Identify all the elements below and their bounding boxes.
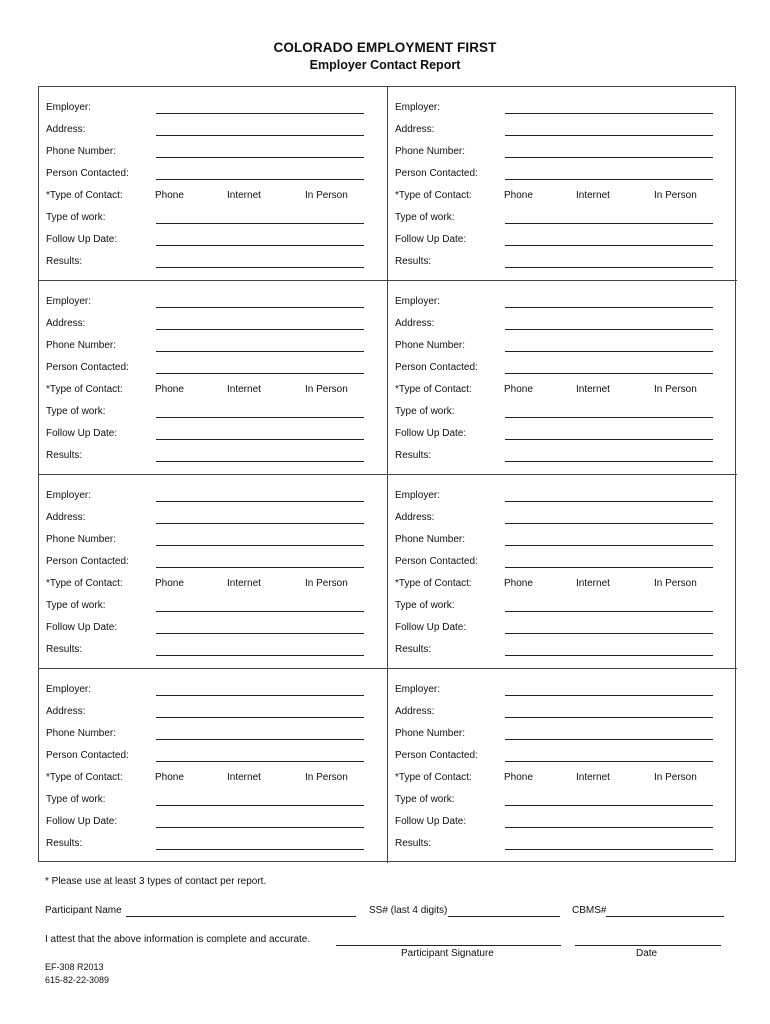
- employer-row: [46, 488, 377, 506]
- person-contacted-label: Person Contacted:: [395, 750, 478, 761]
- type-of-work-field[interactable]: [156, 417, 364, 418]
- address-field[interactable]: [156, 717, 364, 718]
- results-label: Results:: [395, 838, 432, 849]
- follow-up-date-field[interactable]: [505, 245, 713, 246]
- ss-label: SS# (last 4 digits): [369, 905, 448, 916]
- employer-row: [395, 294, 727, 312]
- follow-up-date-field[interactable]: [156, 633, 364, 634]
- phone-number-label: Phone Number:: [395, 146, 466, 157]
- type-of-work-label: Type of work:: [395, 600, 455, 611]
- person-contacted-field[interactable]: [156, 373, 364, 374]
- follow-up-date-label: Follow Up Date:: [395, 234, 467, 245]
- follow-up-date-field[interactable]: [505, 827, 713, 828]
- employer-label: Employer:: [395, 490, 441, 501]
- phone-number-row: [395, 144, 727, 162]
- phone-number-row: [395, 726, 727, 744]
- contact-option-in-person[interactable]: In Person: [305, 190, 348, 201]
- footer-note: * Please use at least 3 types of contact per report.: [45, 876, 267, 887]
- person-contacted-label: Person Contacted:: [395, 362, 478, 373]
- type-of-work-field[interactable]: [505, 223, 713, 224]
- follow-up-date-row: [395, 232, 727, 250]
- type-of-contact-row: [395, 188, 727, 206]
- follow-up-date-row: [46, 232, 377, 250]
- results-field[interactable]: [505, 267, 713, 268]
- person-contacted-row: [395, 554, 727, 572]
- contact-option-in-person[interactable]: In Person: [305, 772, 348, 783]
- employer-field[interactable]: [156, 695, 364, 696]
- contact-block: [39, 281, 388, 475]
- contact-block: [388, 475, 737, 669]
- phone-number-row: [46, 338, 377, 356]
- results-field[interactable]: [156, 849, 364, 850]
- person-contacted-label: Person Contacted:: [395, 556, 478, 567]
- employer-label: Employer:: [46, 490, 92, 501]
- contact-option-internet[interactable]: Internet: [227, 190, 261, 201]
- follow-up-date-label: Follow Up Date:: [46, 816, 118, 827]
- results-label: Results:: [395, 256, 432, 267]
- contact-option-phone[interactable]: Phone: [504, 772, 533, 783]
- address-row: [46, 316, 377, 334]
- contact-option-phone[interactable]: Phone: [504, 384, 533, 395]
- follow-up-date-label: Follow Up Date:: [395, 816, 467, 827]
- employer-label: Employer:: [395, 296, 441, 307]
- type-of-work-row: [46, 792, 377, 810]
- phone-number-field[interactable]: [156, 157, 364, 158]
- type-of-work-label: Type of work:: [395, 794, 455, 805]
- type-of-work-label: Type of work:: [395, 406, 455, 417]
- contact-option-phone[interactable]: Phone: [504, 578, 533, 589]
- person-contacted-field[interactable]: [156, 761, 364, 762]
- contact-option-phone[interactable]: Phone: [155, 578, 184, 589]
- type-of-contact-row: [395, 382, 727, 400]
- contact-option-phone[interactable]: Phone: [504, 190, 533, 201]
- results-row: [46, 254, 377, 272]
- type-of-work-row: [395, 210, 727, 228]
- follow-up-date-field[interactable]: [156, 827, 364, 828]
- person-contacted-field[interactable]: [156, 179, 364, 180]
- follow-up-date-label: Follow Up Date:: [46, 428, 118, 439]
- address-row: [46, 510, 377, 528]
- address-field[interactable]: [156, 523, 364, 524]
- form-title: COLORADO EMPLOYMENT FIRST: [273, 40, 497, 55]
- cbms-label: CBMS#: [572, 905, 607, 916]
- phone-number-row: [46, 144, 377, 162]
- address-label: Address:: [46, 512, 86, 523]
- person-contacted-label: Person Contacted:: [46, 168, 129, 179]
- contact-option-phone[interactable]: Phone: [155, 190, 184, 201]
- address-field[interactable]: [505, 135, 713, 136]
- employer-field[interactable]: [505, 113, 713, 114]
- results-field[interactable]: [505, 655, 713, 656]
- results-row: [46, 448, 377, 466]
- phone-number-field[interactable]: [156, 351, 364, 352]
- form-number: 615-82-22-3089: [45, 975, 110, 985]
- contact-option-in-person[interactable]: In Person: [654, 384, 697, 395]
- phone-number-label: Phone Number:: [46, 728, 117, 739]
- address-label: Address:: [395, 124, 435, 135]
- contact-option-internet[interactable]: Internet: [576, 578, 610, 589]
- phone-number-row: [46, 532, 377, 550]
- results-field[interactable]: [156, 655, 364, 656]
- contact-option-in-person[interactable]: In Person: [654, 578, 697, 589]
- type-of-contact-row: [395, 576, 727, 594]
- person-contacted-label: Person Contacted:: [46, 556, 129, 567]
- employer-field[interactable]: [505, 307, 713, 308]
- follow-up-date-row: [46, 426, 377, 444]
- ss-field[interactable]: [448, 916, 560, 917]
- phone-number-label: Phone Number:: [395, 728, 466, 739]
- address-row: [46, 704, 377, 722]
- type-of-work-row: [395, 598, 727, 616]
- type-of-work-row: [46, 598, 377, 616]
- type-of-contact-label: *Type of Contact:: [395, 190, 472, 201]
- contact-option-internet[interactable]: Internet: [576, 384, 610, 395]
- address-label: Address:: [395, 512, 435, 523]
- employer-row: [46, 294, 377, 312]
- address-row: [395, 704, 727, 722]
- follow-up-date-field[interactable]: [156, 245, 364, 246]
- cbms-field[interactable]: [606, 916, 724, 917]
- signature-date-field[interactable]: [575, 945, 721, 946]
- phone-number-label: Phone Number:: [395, 340, 466, 351]
- contact-option-internet[interactable]: Internet: [227, 578, 261, 589]
- type-of-work-row: [46, 404, 377, 422]
- follow-up-date-field[interactable]: [505, 439, 713, 440]
- type-of-contact-label: *Type of Contact:: [46, 772, 123, 783]
- contact-block: [39, 669, 388, 863]
- person-contacted-field[interactable]: [505, 761, 713, 762]
- contact-block: [388, 669, 737, 863]
- phone-number-field[interactable]: [156, 545, 364, 546]
- phone-number-field[interactable]: [505, 739, 713, 740]
- results-row: [395, 254, 727, 272]
- results-label: Results:: [46, 450, 83, 461]
- type-of-work-label: Type of work:: [46, 406, 106, 417]
- employer-field[interactable]: [505, 501, 713, 502]
- employer-label: Employer:: [46, 684, 92, 695]
- employer-label: Employer:: [46, 296, 92, 307]
- phone-number-label: Phone Number:: [46, 534, 117, 545]
- type-of-work-field[interactable]: [156, 611, 364, 612]
- employer-label: Employer:: [395, 684, 441, 695]
- type-of-work-row: [46, 210, 377, 228]
- follow-up-date-row: [46, 620, 377, 638]
- phone-number-row: [395, 532, 727, 550]
- person-contacted-row: [395, 166, 727, 184]
- date-caption: Date: [636, 948, 658, 959]
- employer-row: [395, 682, 727, 700]
- type-of-work-field[interactable]: [156, 223, 364, 224]
- person-contacted-row: [46, 166, 377, 184]
- phone-number-field[interactable]: [505, 545, 713, 546]
- contact-option-phone[interactable]: Phone: [155, 384, 184, 395]
- phone-number-label: Phone Number:: [395, 534, 466, 545]
- address-field[interactable]: [505, 329, 713, 330]
- address-field[interactable]: [505, 717, 713, 718]
- employer-field[interactable]: [156, 113, 364, 114]
- person-contacted-row: [46, 554, 377, 572]
- contact-option-internet[interactable]: Internet: [576, 772, 610, 783]
- results-field[interactable]: [156, 267, 364, 268]
- type-of-contact-row: [46, 770, 377, 788]
- address-label: Address:: [46, 124, 86, 135]
- participant-name-label: Participant Name: [45, 905, 122, 916]
- address-label: Address:: [395, 706, 435, 717]
- contact-option-in-person[interactable]: In Person: [305, 384, 348, 395]
- results-row: [395, 642, 727, 660]
- person-contacted-row: [46, 360, 377, 378]
- phone-number-row: [46, 726, 377, 744]
- follow-up-date-row: [395, 620, 727, 638]
- type-of-contact-label: *Type of Contact:: [46, 190, 123, 201]
- address-label: Address:: [46, 318, 86, 329]
- results-field[interactable]: [505, 849, 713, 850]
- employer-field[interactable]: [156, 307, 364, 308]
- type-of-contact-row: [46, 576, 377, 594]
- follow-up-date-label: Follow Up Date:: [46, 234, 118, 245]
- employer-row: [46, 100, 377, 118]
- address-row: [395, 510, 727, 528]
- contact-block: [388, 87, 737, 281]
- results-row: [46, 836, 377, 854]
- employer-label: Employer:: [46, 102, 92, 113]
- follow-up-date-row: [46, 814, 377, 832]
- results-row: [395, 448, 727, 466]
- person-contacted-field[interactable]: [505, 567, 713, 568]
- results-row: [46, 642, 377, 660]
- phone-number-field[interactable]: [505, 157, 713, 158]
- type-of-work-label: Type of work:: [46, 212, 106, 223]
- employer-field[interactable]: [156, 501, 364, 502]
- address-row: [46, 122, 377, 140]
- type-of-contact-row: [46, 382, 377, 400]
- type-of-work-field[interactable]: [156, 805, 364, 806]
- person-contacted-field[interactable]: [505, 373, 713, 374]
- type-of-contact-label: *Type of Contact:: [46, 384, 123, 395]
- participant-name-field[interactable]: [126, 916, 356, 917]
- type-of-contact-label: *Type of Contact:: [395, 772, 472, 783]
- person-contacted-row: [395, 360, 727, 378]
- contact-option-in-person[interactable]: In Person: [654, 190, 697, 201]
- phone-number-label: Phone Number:: [46, 146, 117, 157]
- type-of-work-field[interactable]: [505, 805, 713, 806]
- employer-field[interactable]: [505, 695, 713, 696]
- contact-option-in-person[interactable]: In Person: [654, 772, 697, 783]
- employer-row: [46, 682, 377, 700]
- type-of-work-label: Type of work:: [395, 212, 455, 223]
- contact-grid: [38, 86, 736, 862]
- results-label: Results:: [46, 256, 83, 267]
- phone-number-label: Phone Number:: [46, 340, 117, 351]
- person-contacted-label: Person Contacted:: [395, 168, 478, 179]
- phone-number-field[interactable]: [156, 739, 364, 740]
- follow-up-date-label: Follow Up Date:: [46, 622, 118, 633]
- contact-block: [388, 281, 737, 475]
- results-label: Results:: [46, 644, 83, 655]
- address-label: Address:: [46, 706, 86, 717]
- address-field[interactable]: [505, 523, 713, 524]
- follow-up-date-label: Follow Up Date:: [395, 428, 467, 439]
- results-label: Results:: [395, 450, 432, 461]
- type-of-work-row: [395, 792, 727, 810]
- results-field[interactable]: [505, 461, 713, 462]
- person-contacted-row: [46, 748, 377, 766]
- results-label: Results:: [395, 644, 432, 655]
- contact-block: [39, 475, 388, 669]
- address-row: [395, 316, 727, 334]
- employer-row: [395, 100, 727, 118]
- address-field[interactable]: [156, 135, 364, 136]
- contact-option-internet[interactable]: Internet: [227, 772, 261, 783]
- results-label: Results:: [46, 838, 83, 849]
- address-row: [395, 122, 727, 140]
- type-of-work-field[interactable]: [505, 611, 713, 612]
- type-of-work-row: [395, 404, 727, 422]
- person-contacted-label: Person Contacted:: [46, 362, 129, 373]
- results-row: [395, 836, 727, 854]
- form-subtitle: Employer Contact Report: [309, 58, 461, 72]
- phone-number-field[interactable]: [505, 351, 713, 352]
- employer-label: Employer:: [395, 102, 441, 113]
- follow-up-date-row: [395, 426, 727, 444]
- signature-caption: Participant Signature: [401, 948, 494, 959]
- type-of-contact-row: [395, 770, 727, 788]
- signature-field[interactable]: [336, 945, 561, 946]
- contact-option-internet[interactable]: Internet: [576, 190, 610, 201]
- person-contacted-field[interactable]: [156, 567, 364, 568]
- contact-option-phone[interactable]: Phone: [155, 772, 184, 783]
- person-contacted-field[interactable]: [505, 179, 713, 180]
- type-of-contact-label: *Type of Contact:: [46, 578, 123, 589]
- attest-statement: I attest that the above information is complete and accurate.: [45, 934, 311, 945]
- follow-up-date-field[interactable]: [505, 633, 713, 634]
- person-contacted-row: [395, 748, 727, 766]
- address-field[interactable]: [156, 329, 364, 330]
- type-of-contact-row: [46, 188, 377, 206]
- person-contacted-label: Person Contacted:: [46, 750, 129, 761]
- type-of-work-label: Type of work:: [46, 794, 106, 805]
- contact-option-in-person[interactable]: In Person: [305, 578, 348, 589]
- type-of-contact-label: *Type of Contact:: [395, 578, 472, 589]
- results-field[interactable]: [156, 461, 364, 462]
- follow-up-date-label: Follow Up Date:: [395, 622, 467, 633]
- employer-row: [395, 488, 727, 506]
- follow-up-date-field[interactable]: [156, 439, 364, 440]
- form-code: EF-308 R2013: [45, 962, 104, 972]
- type-of-work-field[interactable]: [505, 417, 713, 418]
- address-label: Address:: [395, 318, 435, 329]
- type-of-contact-label: *Type of Contact:: [395, 384, 472, 395]
- type-of-work-label: Type of work:: [46, 600, 106, 611]
- follow-up-date-row: [395, 814, 727, 832]
- contact-option-internet[interactable]: Internet: [227, 384, 261, 395]
- contact-block: [39, 87, 388, 281]
- phone-number-row: [395, 338, 727, 356]
